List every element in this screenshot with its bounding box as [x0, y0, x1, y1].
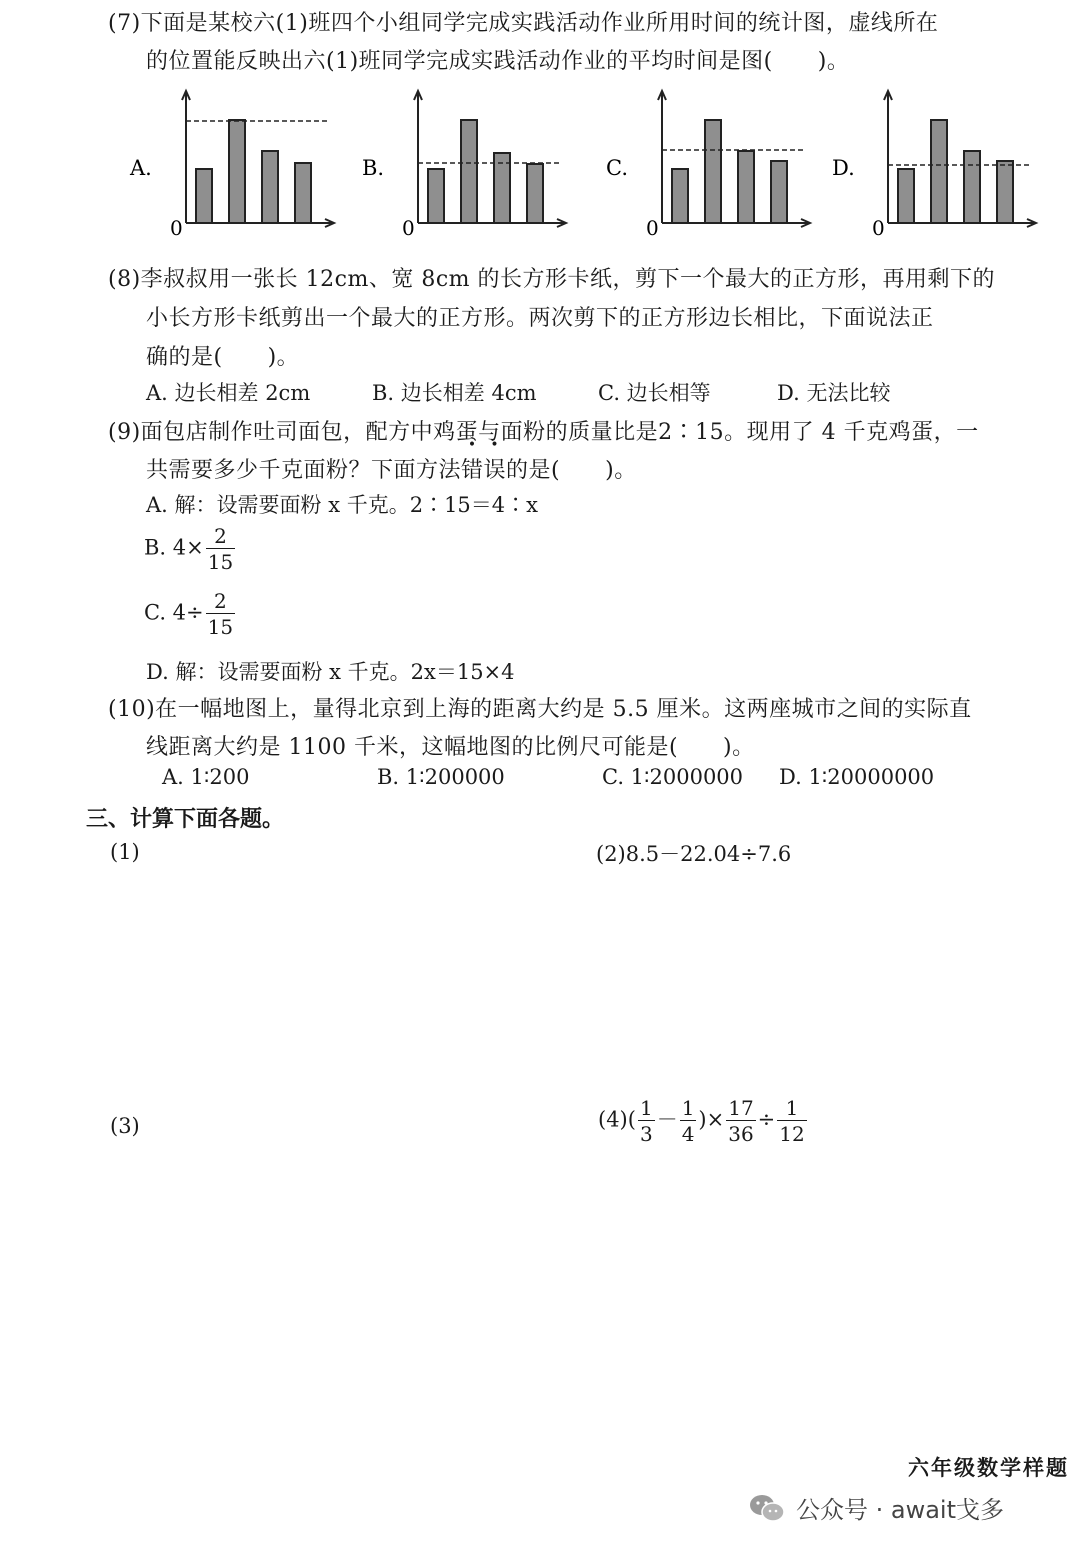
emphasis-mark: 错	[461, 458, 484, 483]
bar	[461, 120, 477, 223]
bar	[931, 120, 947, 223]
bar	[898, 169, 914, 223]
q8-option-b: B. 边长相差 4cm	[372, 381, 537, 405]
bar-chart-c	[606, 91, 810, 240]
fraction: $\frac{1}{3}$	[639, 1096, 653, 1146]
q10-line2: 线距离大约是 1100 千米，这幅地图的比例尺可能是( )。	[146, 735, 755, 760]
footer-title: 六年级数学样题	[908, 1455, 1069, 1480]
q7-line2: 的位置能反映出六(1)班同学完成实践活动作业的平均时间是图( )。	[146, 49, 850, 74]
calc-problem-4: (4)( $\frac{1}{3}$ － $\frac{1}{4}$ )× $\frac{17}{36}$ ÷ $\frac{1}{12}$	[598, 1096, 805, 1146]
bar	[428, 169, 444, 223]
q9-option-c: C. 4÷ $\frac{2}{15}$	[144, 589, 234, 639]
q9-line1: (9)面包店制作吐司面包，配方中鸡蛋与面粉的质量比是2∶15。现用了 4 千克鸡蛋，一	[108, 420, 979, 445]
axis-origin-label: 0	[402, 216, 415, 240]
fraction: $\frac{2}{15}$	[207, 524, 234, 574]
calc-problem-2: (2)8.5－22.04÷7.6	[596, 842, 792, 866]
wechat-icon	[748, 1492, 786, 1524]
chart-option-label: A.	[130, 156, 152, 180]
bar-chart-a	[129, 91, 334, 240]
chart-option-label: C.	[606, 156, 628, 180]
bar	[229, 120, 245, 223]
q8-option-d: D. 无法比较	[777, 381, 891, 405]
bar	[262, 151, 278, 223]
q8-option-c: C. 边长相等	[598, 381, 711, 405]
watermark	[748, 1490, 1004, 1525]
fraction: $\frac{1}{12}$	[779, 1096, 805, 1146]
q10-option-d: D. 1∶20000000	[779, 765, 935, 789]
q8-line1: (8)李叔叔用一张长 12cm、宽 8cm 的长方形卡纸，剪下一个最大的正方形，再用剩下的	[108, 267, 996, 292]
q10-option-a: A. 1∶200	[162, 765, 250, 789]
fraction: $\frac{17}{36}$	[728, 1096, 754, 1146]
chart-option-label: B.	[362, 156, 385, 180]
fraction: $\frac{2}{15}$	[207, 589, 234, 639]
axis-origin-label: 0	[872, 216, 885, 240]
bar	[964, 151, 980, 223]
axis-origin-label: 0	[170, 216, 183, 240]
emphasis-mark: 误	[483, 458, 507, 483]
watermark-text: 公众号 · await戈多	[796, 1496, 1005, 1524]
bar	[527, 164, 543, 223]
bar	[738, 151, 754, 223]
q8-option-a: A. 边长相差 2cm	[146, 381, 311, 405]
q10-option-c: C. 1∶2000000	[602, 765, 744, 789]
calc-problem-3: (3)	[110, 1114, 140, 1138]
q9-option-b: B. 4× $\frac{2}{15}$	[144, 524, 234, 574]
bar	[295, 163, 311, 223]
bar-chart-d	[832, 91, 1036, 240]
axis-origin-label: 0	[646, 216, 659, 240]
section-title: 三、计算下面各题。	[86, 806, 285, 832]
bar	[771, 161, 787, 223]
q7-line1: (7)下面是某校六(1)班四个小组同学完成实践活动作业所用时间的统计图，虚线所在	[108, 11, 939, 36]
bar	[196, 169, 212, 223]
bar	[997, 161, 1013, 223]
q8-line2: 小长方形卡纸剪出一个最大的正方形。两次剪下的正方形边长相比，下面说法正	[146, 306, 934, 331]
q10-line1: (10)在一幅地图上，量得北京到上海的距离大约是 5.5 厘米。这两座城市之间的实际直	[108, 697, 972, 722]
q10-option-b: B. 1∶200000	[377, 765, 505, 789]
q9-option-a: A. 解：设需要面粉 x 千克。2∶15＝4∶x	[146, 493, 538, 517]
bar	[705, 120, 721, 223]
q9-option-d: D. 解：设需要面粉 x 千克。2x＝15×4	[146, 660, 515, 684]
q8-line3: 确的是( )。	[146, 345, 300, 370]
bar-chart-b	[362, 91, 566, 240]
fraction: $\frac{1}{4}$	[681, 1096, 695, 1146]
calc-problem-1: (1)	[110, 840, 140, 864]
bar	[672, 169, 688, 223]
q7-charts	[120, 85, 1060, 245]
chart-option-label: D.	[832, 156, 855, 180]
q9-line2: 共需要多少千克面粉？下面方法错误的是( )。	[146, 453, 637, 484]
